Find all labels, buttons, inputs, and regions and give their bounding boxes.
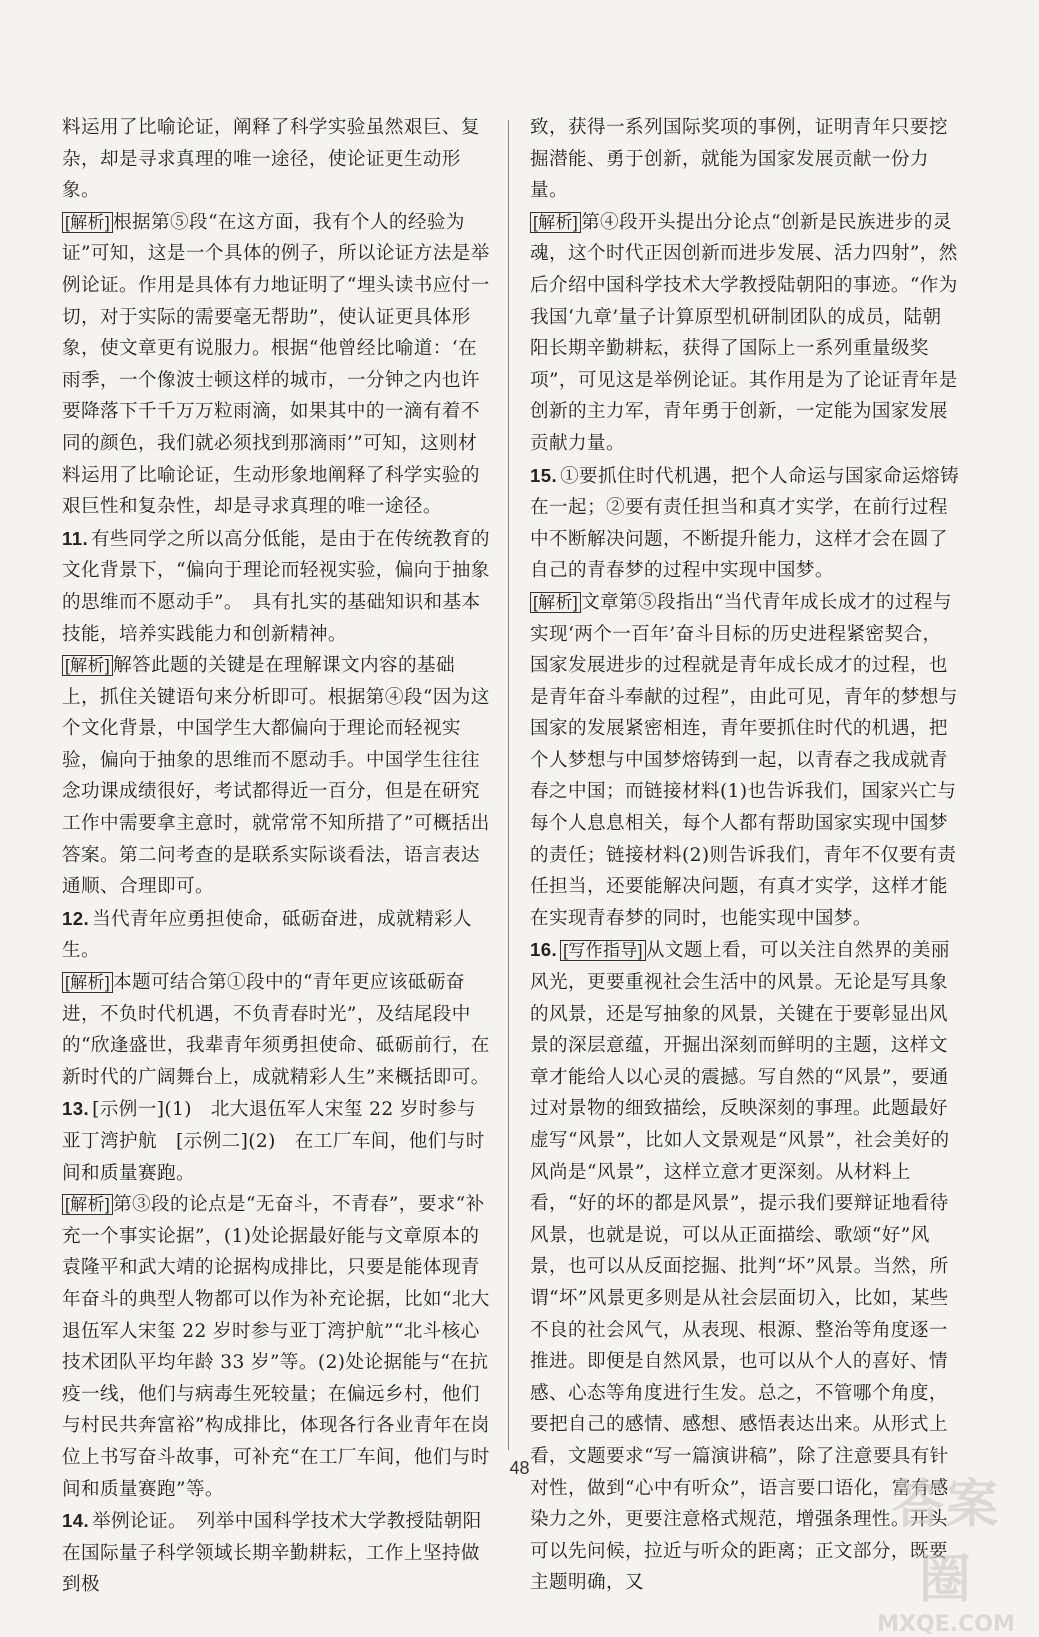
question-13: 13. [示例一](1) 北大退伍军人宋玺 22 岁时参与亚丁湾护航 [示例二](2) 在工厂车间，他们与时间和质量赛跑。 <box>62 1098 485 1184</box>
left-analysis-11: [解析] 解答此题的关键是在理解课文内容的基础上，抓住关键语句来分析即可。根据第④段“因为这个文化背景，中国学生大都偏向于理论而轻视实验，偏向于抽象的思维而不愿动手。中国学生往往念功课成绩很好，考试都得近一百分，但是在研究工作中需要拿主意时，就常常不知所措了”可概括出答案。第二问考查的是联系实际谈看法，语言表达通顺、合理即可。 <box>62 655 490 898</box>
watermark-logo-text: 答案圈 <box>891 1475 1000 1610</box>
left-para-1: 料运用了比喻论证，阐释了科学实验虽然艰巨、复杂，却是寻求真理的唯一途径，使论证更生动形象。 <box>62 117 480 202</box>
question-15: 15. ①要抓住时代机遇，把个人命运与国家命运熔铸在一起；②要有责任担当和真才实学，在前行过程中不断解决问题，不断提升能力，这样才会在圆了自己的青春梦的过程中实现中国梦。 <box>530 464 959 582</box>
question-number: 16. <box>530 939 558 961</box>
question-number: 12. <box>62 907 90 929</box>
question-number: 13. <box>62 1098 90 1120</box>
watermark-url: MXQE.COM <box>877 1612 1015 1637</box>
analysis-tag: [解析] <box>62 972 113 993</box>
left-analysis-12: [解析] 本题可结合第①段中的“青年更应该砥砺奋进，不负时代机遇，不负青春时光”，及结尾段中的“欣逢盛世，我辈青年须勇担使命、砥砺前行，在新时代的广阔舞台上，成就精彩人生”来概括即可。 <box>62 972 490 1088</box>
left-column <box>62 112 492 1601</box>
question-16: 16. [写作指导] 从文题上看，可以关注自然界的美丽风光，更要重视社会生活中的风景。无论是写具象的风景，还是写抽象的风景，关键在于要彰显出风景的深层意蕴，开掘出深刻而鲜明的主题，这样文章才能给人以心灵的震撼。写自然的“风景”，要通过对景物的细致描绘，反映深刻的事理。此题最好虚写“风景”，比如人文景观是“风景”，社会美好的风尚是“风景”，这样立意才更深刻。从材料上看，“好的坏的都是风景”，提示我们要辩证地看待风景，也就是说，可以从正面描绘、歌颂“好”风景，也可以从反面挖掘、批判“坏”风景。当然，所谓“坏”风景更多则是从社会层面切入，比如，某些不良的社会风气，从表现、根源、整治等角度逐一推进。即便是自然风景，也可以从个人的喜好、情感、心态等角度进行生发。总之，不管哪个角度，要把自己的感情、感想、感悟表达出来。从形式上看，文题要求“写一篇演讲稿”，除了注意要具有针对性，做到“心中有听众”，语言要口语化，富有感染力之外，更要注意格式规范，增强条理性。开头可以先问候，拉近与听众的距离；正文部分，既要主题明确，又 <box>530 939 950 1594</box>
right-analysis-15: [解析] 文章第⑤段指出“当代青年成长成才的过程与实现‘两个一百年’奋斗目标的历史进程紧密契合，国家发展进步的过程就是青年成长成才的过程，也是青年奋斗奉献的过程”，由此可见，青年的梦想与国家的发展紧密相连，青年要抓住时代的机遇，把个人梦想与中国梦熔铸到一起，以青春之我成就青春之中国；而链接材料(1)也告诉我们，国家兴亡与每个人息息相关，每个人都有帮助国家实现中国梦的责任；链接材料(2)则告诉我们，青年不仅要有责任担当，还要能解决问题，有真才实学，这样才能在实现青春梦的同时，也能实现中国梦。 <box>530 591 958 929</box>
question-12: 12. 当代青年应勇担使命，砥砺奋进，成就精彩人生。 <box>62 907 472 962</box>
question-11: 11. 有些同学之所以高分低能，是由于在传统教育的文化背景下，“偏向于理论而轻视实验，偏向于抽象的思维而不愿动手”。 具有扎实的基础知识和基本技能，培养实践能力和创新精神。 <box>62 527 490 645</box>
question-14: 14. 举例论证。 列举中国科学技术大学教授陆朝阳在国际量子科学领域长期辛勤耕耘，工作上坚持做到极 <box>62 1510 482 1596</box>
analysis-tag: [解析] <box>62 1194 113 1215</box>
right-para-1: 致，获得一系列国际奖项的事例，证明青年只要挖掘潜能、勇于创新，就能为国家发展贡献一份力量。 <box>530 117 948 202</box>
right-analysis-14: [解析] 第④段开头提出分论点“创新是民族进步的灵魂，这个时代正因创新而进步发展、活力四射”，然后介绍中国科学技术大学教授陆朝阳的事迹。“作为我国‘九章’量子计算原型机研制团队的成员，陆朝阳长期辛勤耕耘，获得了国际上一系列重量级奖项”，可见这是举例论证。其作用是为了论证青年是创新的主力军，青年勇于创新，一定能为国家发展贡献力量。 <box>530 211 958 454</box>
analysis-tag: [解析] <box>530 592 581 613</box>
question-number: 15. <box>530 464 558 486</box>
left-analysis-13: [解析] 第③段的论点是“无奋斗，不青春”，要求“补充一个事实论据”，(1)处论据最好能与文章原本的袁隆平和武大靖的论据构成排比，只要是能体现青年奋斗的典型人物都可以作为补充论据，比如“北大退伍军人宋玺 22 岁时参与亚丁湾护航”“北斗核心技术团队平均年龄 33 岁”等。(2)处论据能与“在抗疫一线，他们与病毒生死较量；在偏远乡村，他们与村民共奔富裕”构成排比，体现各行各业青年在岗位上书写奋斗故事，可补充“在工厂车间，他们与时间和质量赛跑”等。 <box>62 1194 490 1500</box>
watermark-logo <box>871 1462 1021 1637</box>
analysis-tag: [解析] <box>62 212 113 233</box>
column-divider <box>508 120 509 1450</box>
question-number: 11. <box>62 527 89 549</box>
analysis-tag: [解析] <box>530 212 581 233</box>
page-number: 48 <box>509 1458 530 1478</box>
writing-guide-tag: [写作指导] <box>560 940 646 961</box>
left-analysis-1: [解析] 根据第⑤段“在这方面，我有个人的经验为证”可知，这是一个具体的例子，所以论证方法是举例论证。作用是具体有力地证明了“埋头读书应付一切，对于实际的需要毫无帮助”，使认证更具体形象，使文章更有说服力。根据“他曾经比喻道：‘在雨季，一个像波士顿这样的城市，一分钟之内也许要降落下千千万万粒雨滴，如果其中的一滴有着不同的颜色，我们就必须找到那滴雨’”可知，这则材料运用了比喻论证，生动形象地阐释了科学实验的艰巨性和复杂性，却是寻求真理的唯一途径。 <box>62 211 490 518</box>
question-number: 14. <box>62 1510 90 1532</box>
right-column <box>530 112 960 1599</box>
analysis-tag: [解析] <box>62 655 113 676</box>
